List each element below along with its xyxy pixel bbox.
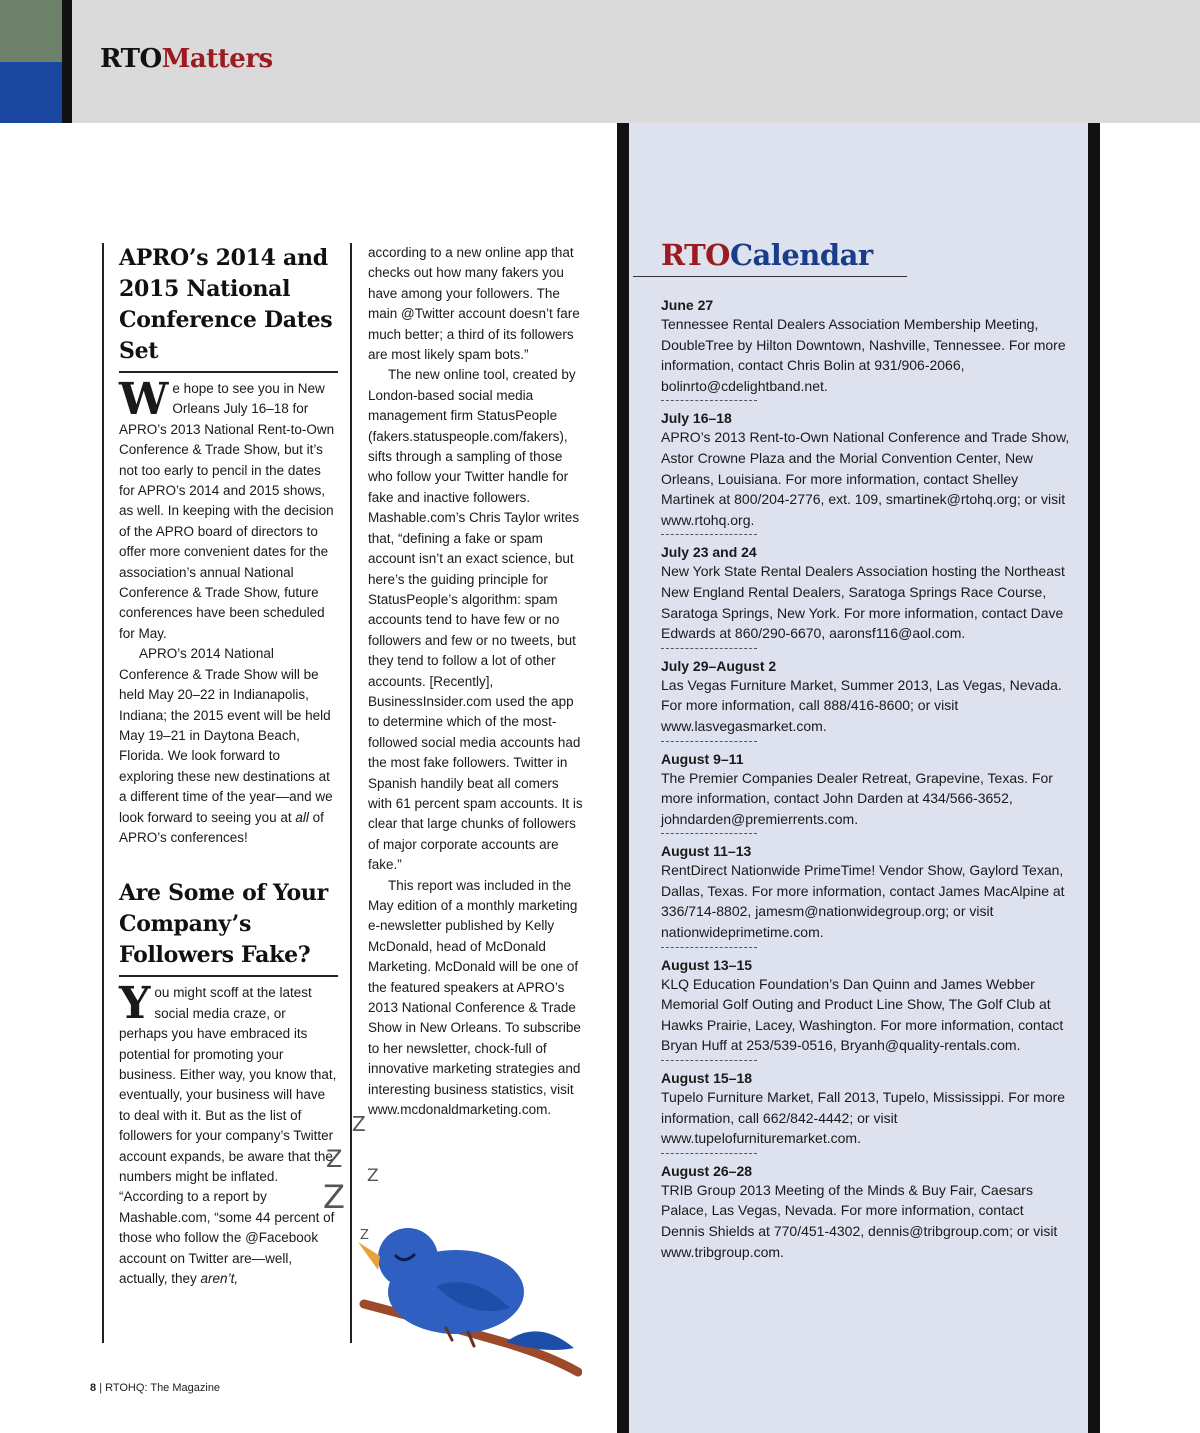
article2-dropcap: Y xyxy=(119,978,151,1030)
calendar-event-list xyxy=(661,296,1071,1270)
event-date: July 16–18 xyxy=(661,410,732,427)
sleeping-bird-illustration xyxy=(356,1222,582,1382)
event-separator xyxy=(661,947,757,948)
event-description: TRIB Group 2013 Meeting of the Minds & Buy Fair, Caesars Palace, Las Vegas, Nevada. For more information, contact Dennis Shields at 770/451-4302, dennis@tribgroup.com; or visit www.tribgroup.com. xyxy=(661,1181,1058,1260)
article2-para1 xyxy=(119,978,338,1187)
spacer xyxy=(119,848,338,878)
article1-para2-text-b: of APRO’s conferences! xyxy=(119,809,324,845)
col2-para1: according to a new online app that checks out how many fakers you have among your followers. The main @Twitter account doesn’t fare much better; a third of its followers are most likely spam bots.” xyxy=(368,245,580,363)
calendar-event xyxy=(661,657,1071,742)
article1-headline: APRO’s 2014 and 2015 National Conference Dates Set xyxy=(119,245,333,364)
zz-letter-4: Z xyxy=(323,1178,345,1216)
column-1 xyxy=(102,243,338,1343)
header-green-block xyxy=(0,0,62,62)
event-description: Las Vegas Furniture Market, Summer 2013, Las Vegas, Nevada. For more information, call 888/416-8600; or visit www.lasvegasmarket.com. xyxy=(661,676,1062,734)
event-description: RentDirect Nationwide PrimeTime! Vendor Show, Gaylord Texan, Dallas, Texas. For more information, contact James MacAlpine at 336/714-8802, jamesm@nationwidegroup.org; or visit nationwideprimetime.com. xyxy=(661,862,1065,941)
event-description: The Premier Companies Dealer Retreat, Grapevine, Texas. For more information, contact John Darden at 434/566-3652, johndarden@premierrents.com. xyxy=(661,769,1053,827)
article1-dropcap: W xyxy=(119,374,169,425)
zz-letter-1: Z xyxy=(352,1112,366,1136)
zz-letter-3: Z xyxy=(367,1166,379,1186)
calendar-event xyxy=(661,1162,1071,1262)
article2-headline: Are Some of Your Company’s Followers Fake? xyxy=(119,880,328,969)
event-date: July 29–August 2 xyxy=(661,657,777,674)
header-blue-block xyxy=(0,62,62,123)
header-black-bar xyxy=(62,0,72,123)
event-separator xyxy=(661,534,757,535)
footer-separator: | xyxy=(99,1382,103,1394)
section-title xyxy=(100,44,273,74)
article1-para1 xyxy=(119,374,338,644)
event-description: Tupelo Furniture Market, Fall 2013, Tupelo, Mississippi. For more information, call 662/842-4442; or visit www.tupelofurnituremarket.com. xyxy=(661,1089,1066,1147)
article1-para2-em: all xyxy=(295,809,309,825)
article2-para1-text: ou might scoff at the latest social media craze, or perhaps you have embraced its potential for promoting your business. Either way, you know that, eventually, your business will have to deal with it. But as the list of followers for your company’s Twitter account expands, be aware that the numbers might be inflated. xyxy=(119,985,337,1184)
col2-para3: This report was included in the May edition of a monthly marketing e-newsletter published by Kelly McDonald, head of McDonald Marketing. McDonald will be one of the featured speakers at APRO’s 2013 National Conference & Trade Show in New Orleans. To subscribe to her newsletter, chock-full of innovative marketing strategies and interesting business statistics, visit www.mcdonaldmarketing.com. xyxy=(368,877,581,1118)
event-description: Tennessee Rental Dealers Association Membership Meeting, DoubleTree by Hilton Downtown, Nashville, Tennessee. For more information, contact Chris Bolin at 931/906-2066, bolinrto@cdelightband.net. xyxy=(661,316,1066,394)
calendar-left-bar xyxy=(617,123,629,1433)
article2-para2 xyxy=(119,1187,338,1289)
event-separator xyxy=(661,1153,757,1154)
event-date: August 26–28 xyxy=(661,1162,753,1179)
col2-para2: The new online tool, created by London-based social media management firm StatusPeople (fakers.statuspeople.com/fakers), sifts through a sampling of those who follow your Twitter handle for fake and inactive followers. Mashable.com’s Chris Taylor writes that, “defining a fake or spam account isn’t an exact science, but here’s the guiding principle for StatusPeople’s algorithm: spam accounts tend to have few or no followers and few or no tweets, but they tend to follow a lot of other accounts. [Recently], BusinessInsider.com used the app to determine which of the most-followed social media accounts had the most fake followers. Twitter in Spanish handily beat all comers with 61 percent spam accounts. It is clear that large chunks of followers of major corporate accounts are fake.” xyxy=(368,367,583,873)
event-date: August 11–13 xyxy=(661,843,752,860)
calendar-event xyxy=(661,296,1071,401)
event-separator xyxy=(661,1060,757,1061)
page-footer xyxy=(90,1382,220,1394)
event-separator xyxy=(661,400,757,401)
section-title-suffix: Matters xyxy=(161,44,273,74)
event-date: August 13–15 xyxy=(661,956,753,973)
article1-para2 xyxy=(119,644,338,848)
calendar-right-bar xyxy=(1088,123,1100,1433)
calendar-event xyxy=(661,956,1071,1061)
calendar-event xyxy=(661,409,1071,535)
zz-letter-5: Z xyxy=(360,1228,369,1243)
publication-name: RTOHQ: The Magazine xyxy=(105,1382,221,1394)
calendar-event xyxy=(661,842,1071,947)
page-number: 8 xyxy=(90,1382,97,1394)
event-separator xyxy=(661,741,757,742)
article2-para2-em: aren’t, xyxy=(200,1271,239,1287)
calendar-title-prefix: RTO xyxy=(661,238,730,272)
event-separator xyxy=(661,648,757,649)
calendar-title xyxy=(661,238,873,272)
calendar-title-suffix: Calendar xyxy=(729,238,873,272)
article1-para2-text-a: APRO’s 2014 National Conference & Trade Show will be held May 20–22 in Indianapolis, Indiana; the 2015 event will be held May 19–21 in Daytona Beach, Florida. We look forward to exploring these new destinations at a different time of the year—and we look forward to seeing you at xyxy=(119,646,333,825)
calendar-event xyxy=(661,1069,1071,1154)
event-date: June 27 xyxy=(661,297,714,313)
article1-para1-text: e hope to see you in New Orleans July 16–18 for APRO’s 2013 National Rent-to-Own Conference & Trade Show, but it’s not too early to pencil in the dates for APRO’s 2014 and 2015 shows, as well. In keeping with the decision of the APRO board of directors to offer more convenient dates for the association’s annual National Conference & Trade Show, future conferences have been scheduled for May. xyxy=(119,381,335,641)
event-description: New York State Rental Dealers Association hosting the Northeast New England Rental Dealers, Saratoga Springs Race Course, Saratoga Springs, New York. For more information, contact Dave Edwards at 860/290-6670, aaronsf116@aol.com. xyxy=(661,563,1065,642)
article2-para2-text: “According to a report by Mashable.com, “some 44 percent of those who follow the @Facebook account on Twitter are—well, actually, they xyxy=(119,1189,335,1287)
article1-rule xyxy=(119,371,338,373)
article2-rule xyxy=(119,975,338,977)
event-description: KLQ Education Foundation’s Dan Quinn and James Webber Memorial Golf Outing and Product Line Show, The Golf Club at Hawks Prairie, Lacey, Washington. For more information, contact Bryan Huff at 253/539-0516, Bryanh@quality-rentals.com. xyxy=(661,975,1064,1054)
event-separator xyxy=(661,833,757,834)
calendar-event xyxy=(661,750,1071,835)
zz-letter-2: Z xyxy=(326,1145,343,1173)
calendar-event xyxy=(661,543,1071,648)
section-title-prefix: RTO xyxy=(100,44,162,74)
event-date: August 9–11 xyxy=(661,750,744,767)
event-date: July 23 and 24 xyxy=(661,544,757,561)
column-2 xyxy=(350,243,586,1343)
event-description: APRO’s 2013 Rent-to-Own National Conference and Trade Show, Astor Crowne Plaza and the Morial Convention Center, New Orleans, Louisiana. For more information, contact Shelley Martinek at 800/204-2776, ext. 109, smartinek@rtohq.org; or visit www.rtohq.org. xyxy=(661,429,1070,528)
event-date: August 15–18 xyxy=(661,1070,753,1087)
bird-beak xyxy=(358,1242,380,1270)
calendar-title-rule xyxy=(633,276,907,277)
